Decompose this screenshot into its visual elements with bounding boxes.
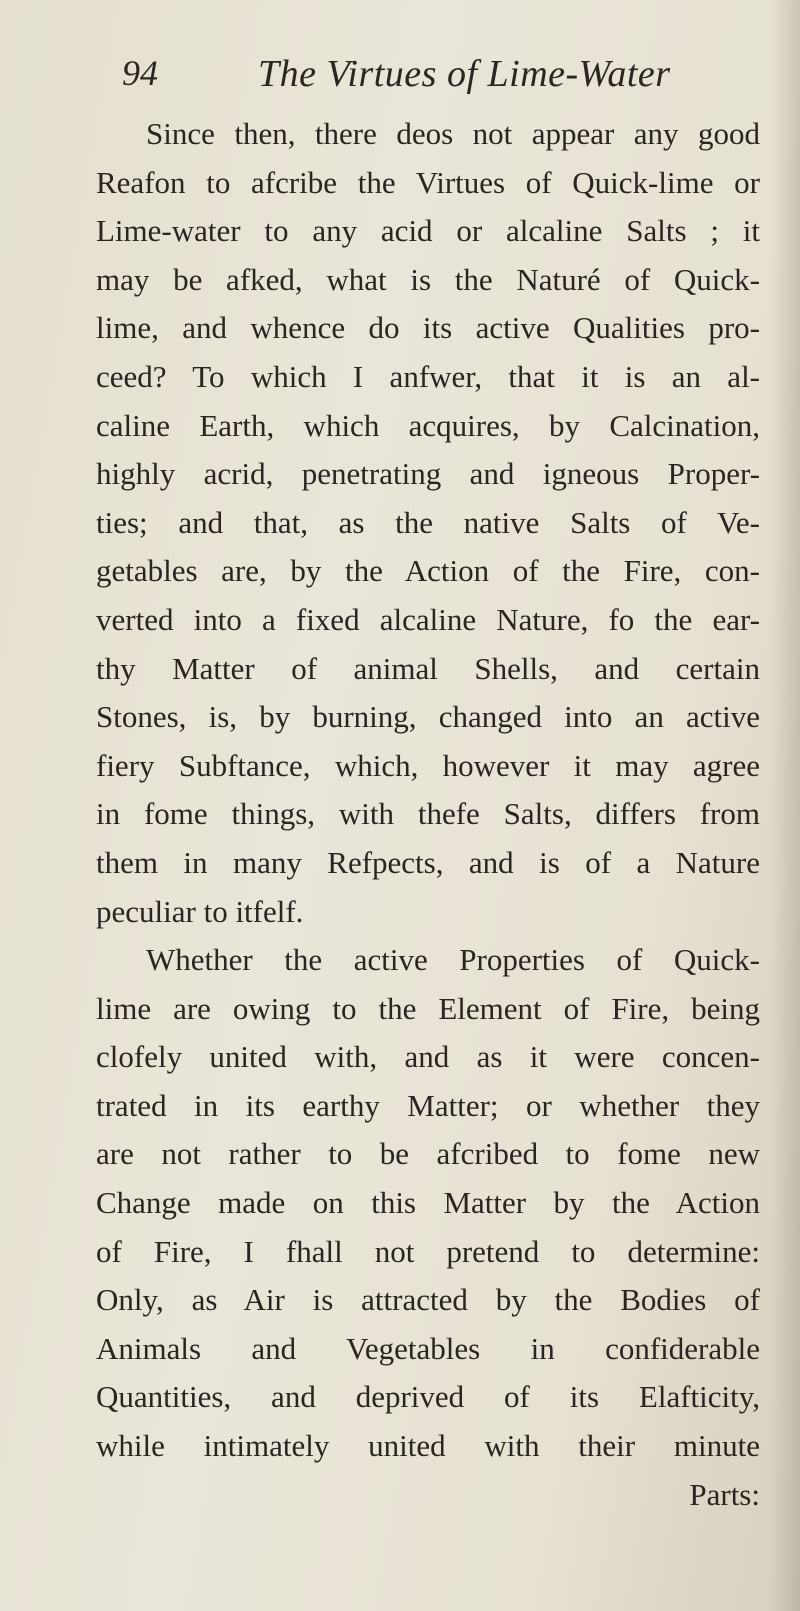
body-text — [96, 110, 760, 1519]
text-line: Since then, there deos not appear any good — [146, 116, 760, 151]
text-line: lime, and whence do its active Qualities pro- — [96, 310, 760, 346]
text-line: Stones, is, by burning, changed into an active — [96, 699, 760, 735]
text-line: them in many Refpects, and is of a Nature — [96, 844, 760, 880]
text-line: lime are owing to the Element of Fire, being — [96, 990, 760, 1026]
page-number: 94 — [122, 53, 158, 93]
text-line: thy Matter of animal Shells, and certain — [96, 650, 760, 686]
text-line: Only, as Air is attracted by the Bodies of — [96, 1282, 760, 1318]
text-line: Reafon to afcribe the Virtues of Quick-lime or — [96, 164, 760, 200]
text-line: may be afked, what is the Naturé of Quick- — [96, 261, 760, 297]
paragraph-1 — [96, 110, 760, 936]
text-line: highly acrid, penetrating and igneous Proper- — [96, 456, 760, 492]
text-line: fiery Subftance, which, however it may agree — [96, 747, 760, 783]
page-header — [120, 48, 740, 108]
text-line: Animals and Vegetables in confiderable — [96, 1330, 760, 1366]
text-line: trated in its earthy Matter; or whether they — [96, 1087, 760, 1123]
text-line: clofely united with, and as it were concen- — [96, 1039, 760, 1075]
text-line: ties; and that, as the native Salts of Ve- — [96, 504, 760, 540]
text-line: ceed? To which I anfwer, that it is an al- — [96, 358, 760, 394]
text-line: Lime-water to any acid or alcaline Salts ; it — [96, 213, 760, 249]
text-line: peculiar to itfelf. — [96, 893, 304, 929]
text-line: Change made on this Matter by the Action — [96, 1185, 760, 1221]
text-line: getables are, by the Action of the Fire, con- — [96, 553, 760, 589]
catchword: Parts: — [689, 1476, 760, 1512]
text-line: Whether the active Properties of Quick- — [146, 942, 760, 978]
text-line: are not rather to be afcribed to fome new — [96, 1136, 760, 1172]
text-line: caline Earth, which acquires, by Calcination, — [96, 407, 760, 443]
page-edge-shadow — [770, 0, 800, 1611]
text-line: verted into a fixed alcaline Nature, fo the ear- — [96, 601, 760, 637]
paragraph-2 — [96, 936, 760, 1471]
text-line: of Fire, I fhall not pretend to determine: — [96, 1233, 760, 1269]
text-line: Quantities, and deprived of its Elafticity, — [96, 1379, 760, 1415]
running-head: The Virtues of Lime-Water — [258, 53, 671, 95]
text-line: while intimately united with their minute — [96, 1428, 760, 1464]
text-line: in fome things, with thefe Salts, differs from — [96, 796, 760, 832]
